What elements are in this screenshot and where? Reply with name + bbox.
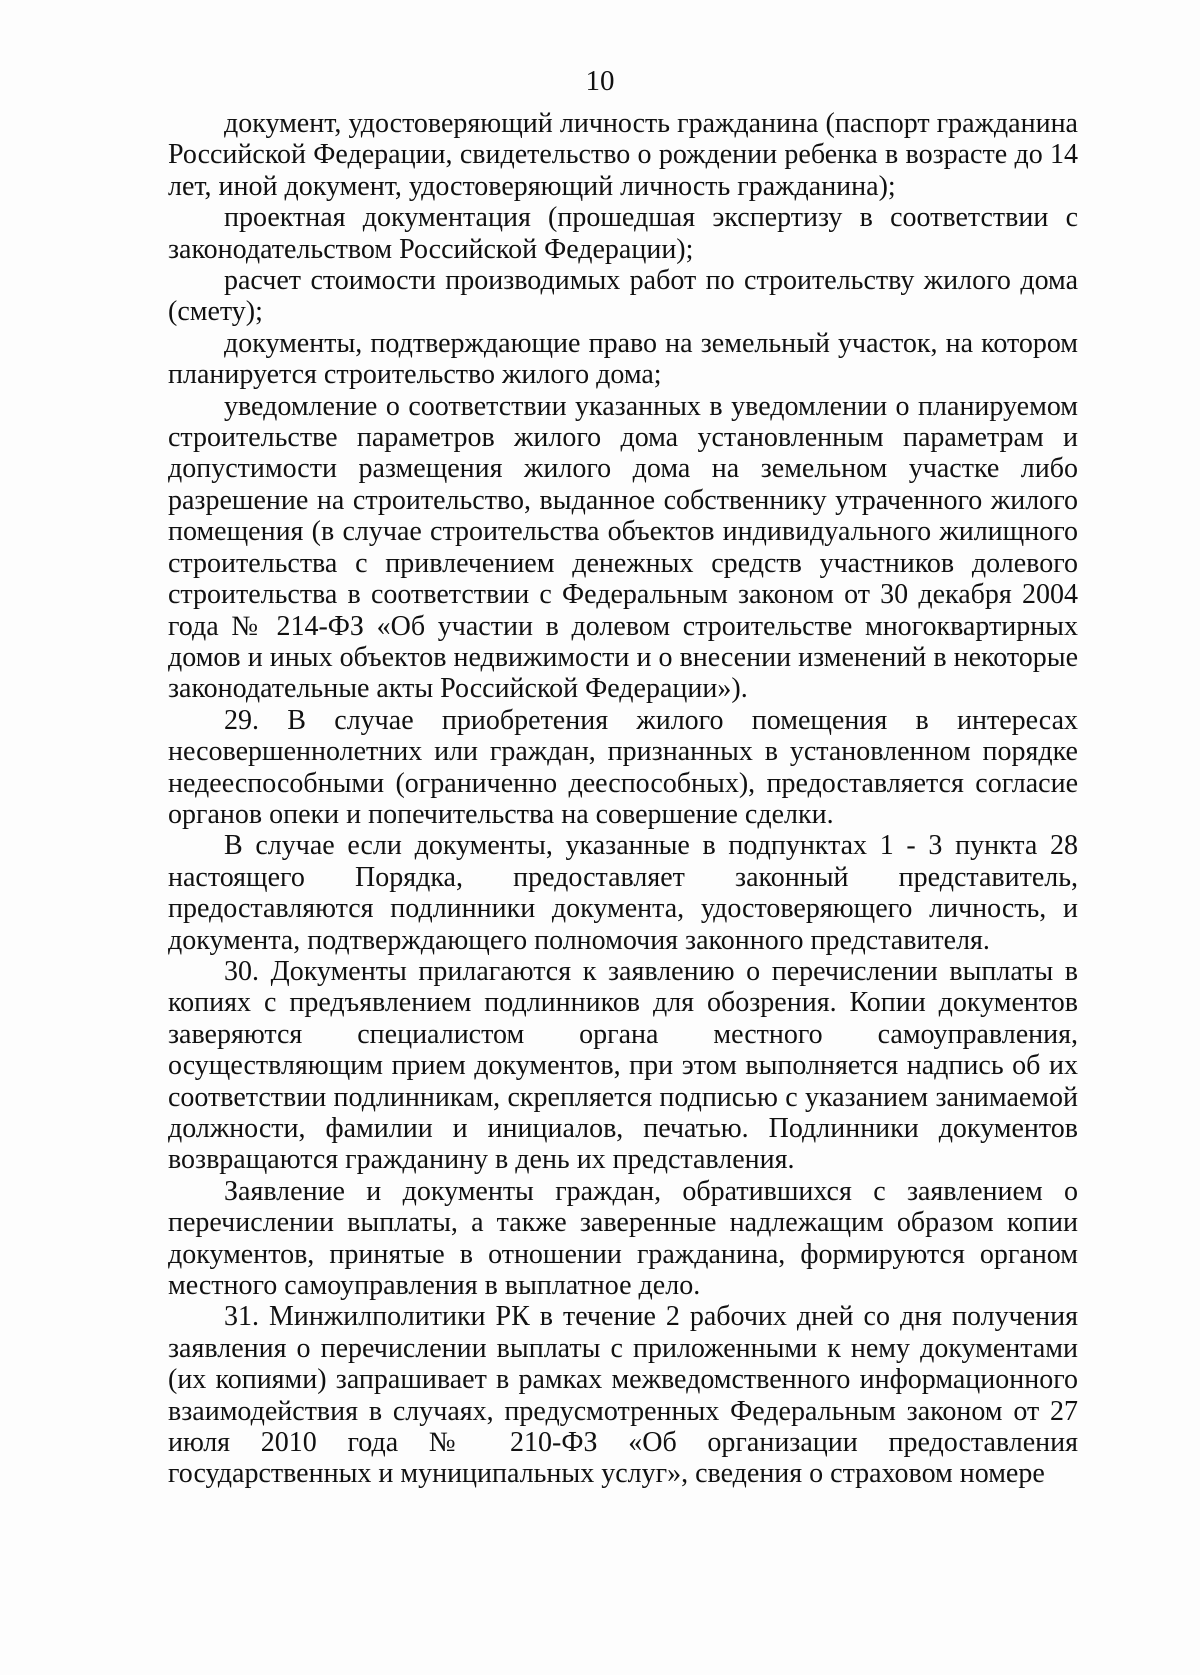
paragraph-item-29: 29. В случае приобретения жилого помещения в интересах несовершеннолетних или граждан, признанных в установленном порядке недееспособными (ограниченно дееспособных), предоставляется согласие органов опеки и попечительства на совершение сделки. — [168, 704, 1078, 830]
paragraph-legal-representative: В случае если документы, указанные в подпунктах 1 - 3 пункта 28 настоящего Порядка, предоставляет законный представитель, предоставляются подлинники документа, удостоверяющего личность, и документа, подтверждающего полномочия законного представителя. — [168, 830, 1078, 956]
paragraph-item-31: 31. Минжилполитики РК в течение 2 рабочих дней со дня получения заявления о перечислении выплаты с приложенными к нему документами (их копиями) запрашивает в рамках межведомственного информационного взаимодействия в случаях, предусмотренных Федеральным законом от 27 июля 2010 года № 210-ФЗ «Об организации предоставления государственных и муниципальных услуг», сведения о страховом номере — [168, 1301, 1078, 1490]
document-body — [168, 108, 1078, 1490]
paragraph-project-documentation: проектная документация (прошедшая экспертизу в соответствии с законодательством Российской Федерации); — [168, 202, 1078, 265]
paragraph-cost-estimate: расчет стоимости производимых работ по строительству жилого дома (смету); — [168, 265, 1078, 328]
paragraph-land-rights: документы, подтверждающие право на земельный участок, на котором планируется строительство жилого дома; — [168, 327, 1078, 391]
paragraph-item-30: 30. Документы прилагаются к заявлению о перечислении выплаты в копиях с предъявлением подлинников для обозрения. Копии документов заверяются специалистом органа местного самоуправления, осуществляющим прием документов, при этом выполняется надпись об их соответствии подлинникам, скрепляется подписью с указанием занимаемой должности, фамилии и инициалов, печатью. Подлинники документов возвращаются гражданину в день их представления. — [168, 955, 1078, 1176]
paragraph-identity-document: документ, удостоверяющий личность гражданина (паспорт гражданина Российской Федерации, свидетельство о рождении ребенка в возрасте до 14 лет, иной документ, удостоверяющий личность гражданина); — [168, 108, 1078, 202]
paragraph-payment-file: Заявление и документы граждан, обратившихся с заявлением о перечислении выплаты, а также заверенные надлежащим образом копии документов, принятые в отношении гражданина, формируются органом местного самоуправления в выплатное дело. — [168, 1175, 1078, 1302]
paragraph-construction-notice: уведомление о соответствии указанных в уведомлении о планируемом строительстве параметров жилого дома установленным параметрам и допустимости размещения жилого дома на земельном участке либо разрешение на строительство, выданное собственнику утраченного жилого помещения (в случае строительства объектов индивидуального жилищного строительства с привлечением денежных средств участников долевого строительства в соответствии с Федеральным законом от 30 декабря 2004 года № 214-ФЗ «Об участии в долевом строительстве многоквартирных домов и иных объектов недвижимости и о внесении изменений в некоторые законодательные акты Российской Федерации»). — [168, 390, 1078, 705]
page-number: 10 — [585, 65, 615, 97]
